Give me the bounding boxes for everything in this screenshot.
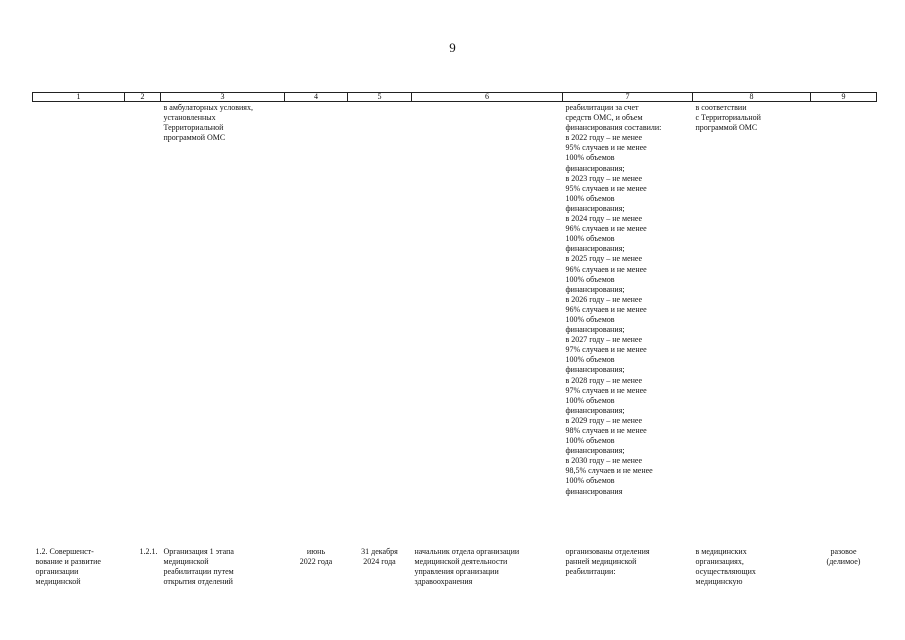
cell-end-date: 31 декабря 2024 года [361, 547, 398, 567]
cell-end-date [348, 102, 412, 544]
cell-responsible: начальник отдела организации медицинской деятельности управления организации здравоохранения [414, 547, 520, 587]
cell-result: организованы отделения ранней медицинской реабилитации: [565, 547, 650, 577]
column-number-row [33, 93, 877, 102]
cell-item-number: 1.2.1. [139, 547, 158, 556]
column-number: 9 [811, 93, 877, 102]
column-number: 1 [33, 93, 125, 102]
page-number: 9 [449, 40, 456, 55]
cell-activity: Организация 1 этапа медицинской реабилитации путем открытия отделений [163, 547, 234, 587]
column-number: 5 [348, 93, 412, 102]
column-number: 2 [125, 93, 161, 102]
table-row [33, 102, 877, 544]
cell-item-number [125, 102, 161, 544]
cell-section: 1.2. Совершенст- вование и развитие организации медицинской [35, 547, 101, 587]
column-number: 7 [563, 93, 693, 102]
cell-type: разовое (делимое) [826, 547, 861, 567]
cell-basis: в соответствии с Территориальной программой ОМС [695, 103, 761, 133]
cell-start-date [285, 102, 348, 544]
plan-table [32, 92, 877, 587]
table-row [33, 543, 877, 587]
column-number: 6 [412, 93, 563, 102]
cell-result: реабилитации за счет средств ОМС, и объем финансирования составили: в 2022 году – не менее 95% случаев и не менее 100% объемов финансирования; в 2023 году – не менее 95% случаев и не менее 100% объемов финансирования; в 2024 году – не менее 96% случаев и не менее 100% объемов финансирования; в 2025 году – не менее 96% случаев и не менее 100% объемов финансирования; в 2026 году – не менее 96% случаев и не менее 100% объемов финансирования; в 2027 году – не менее 97% случаев и не менее 100% объемов финансирования; в 2028 году – не менее 97% случаев и не менее 100% объемов финансирования; в 2029 году – не менее 98% случаев и не менее 100% объемов финансирования; в 2030 году – не менее 98,5% случаев и не менее 100% объемов финансирования [565, 103, 662, 496]
column-number: 3 [161, 93, 285, 102]
column-number: 8 [693, 93, 811, 102]
cell-type [811, 102, 877, 544]
column-number: 4 [285, 93, 348, 102]
cell-basis: в медицинских организациях, осуществляющих медицинскую [695, 547, 756, 587]
cell-section [33, 102, 125, 544]
cell-responsible [412, 102, 563, 544]
cell-start-date: июнь 2022 года [299, 547, 333, 567]
cell-activity: в амбулаторных условиях, установленных Территориальной программой ОМС [163, 103, 253, 143]
